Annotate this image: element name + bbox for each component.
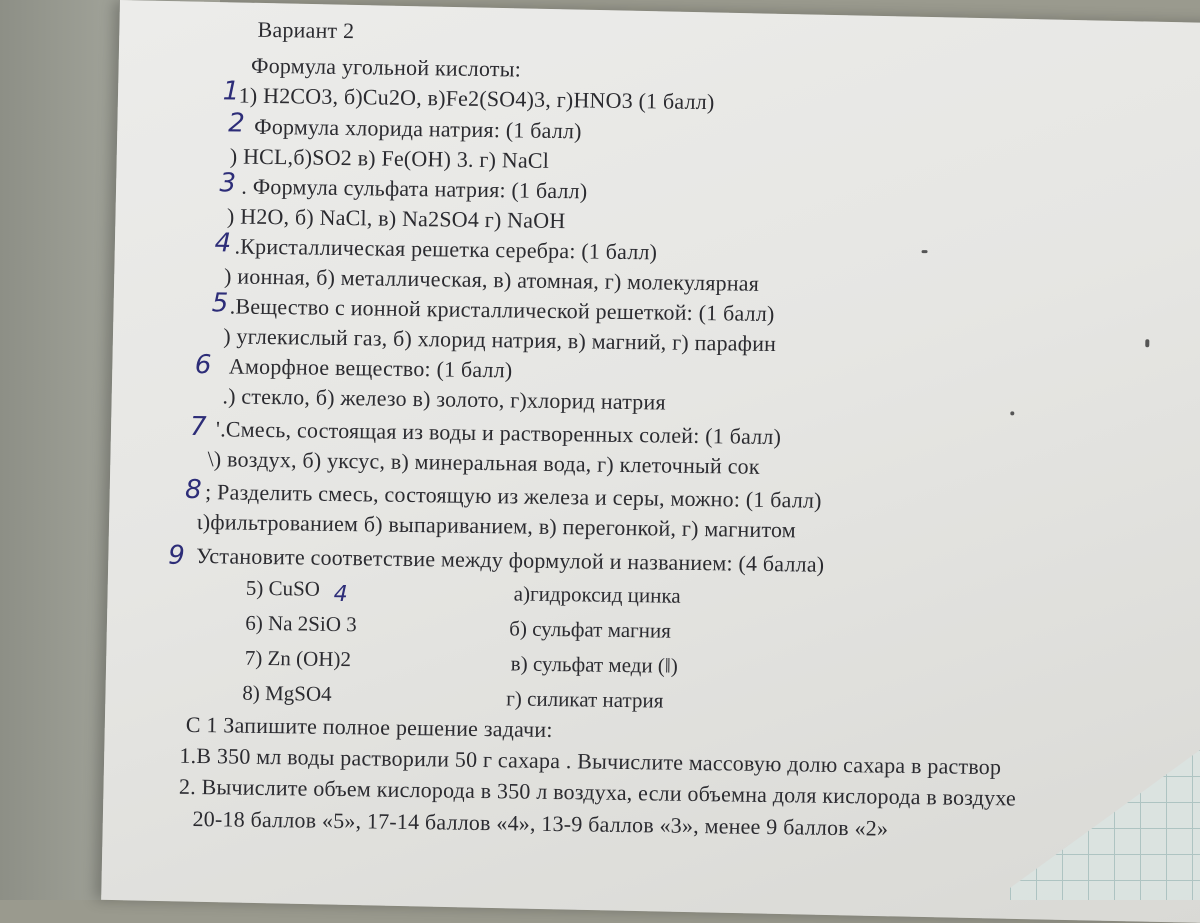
- match-formula-8: 8) MgSO4: [242, 680, 332, 706]
- match-formula-5: 5) CuSO: [245, 575, 321, 601]
- handwritten-number-5: 5: [211, 288, 229, 319]
- variant-title: Вариант 2: [257, 16, 355, 44]
- handwritten-subscript: 4: [333, 581, 348, 608]
- question-1-options: 1) H2CO3, б)Cu2O, в)Fe2(SO4)3, г)HNO3 (1 балл): [238, 82, 715, 115]
- match-name-b: б) сульфат магния: [509, 616, 672, 643]
- question-2-options: ) HCL,б)SO2 в) Fe(OH) 3. г) NaCl: [229, 143, 550, 173]
- question-3-prompt: . Формула сульфата натрия: (1 балл): [241, 173, 588, 204]
- question-3-options: ) H2O, б) NaCl, в) Na2SO4 г) NaOH: [226, 203, 566, 234]
- handwritten-number-7: 7: [189, 411, 207, 443]
- question-4-options: ) ионная, б) металлическая, в) атомная, г) молекулярная: [223, 263, 760, 296]
- question-2-prompt: Формула хлорида натрия: (1 балл): [254, 113, 582, 144]
- match-formula-6: 6) Na 2SiO 3: [245, 610, 357, 637]
- question-5-prompt: .Вещество с ионной кристаллической решеткой: (1 балл): [229, 293, 775, 327]
- handwritten-number-4: 4: [214, 228, 232, 259]
- question-6-options: .) стекло, б) железо в) золото, г)хлорид натрия: [222, 383, 666, 415]
- question-6-prompt: Аморфное вещество: (1 балл): [228, 353, 513, 383]
- handwritten-number-9: 9: [168, 540, 185, 571]
- match-name-c: в) сульфат меди (‖): [510, 651, 678, 678]
- ink-mark: [1145, 339, 1149, 347]
- part-c-task-1: 1.В 350 мл воды растворили 50 г сахара . Вычислите массовую долю сахара в раствор: [179, 742, 1002, 780]
- question-7-options: \) воздух, б) уксус, в) минеральная вода, г) клеточный сок: [207, 446, 760, 479]
- question-9-prompt: Установите соответствие между формулой и названием: (4 балла): [196, 543, 825, 577]
- match-formula-7: 7) Zn (OH)2: [244, 645, 352, 672]
- question-4-prompt: .Кристаллическая решетка серебра: (1 балл): [234, 233, 658, 265]
- question-1-prompt: Формула угольной кислоты:: [250, 52, 522, 82]
- handwritten-number-1: 1: [222, 76, 240, 107]
- question-5-options: ) углекислый газ, б) хлорид натрия, в) магний, г) парафин: [223, 323, 777, 357]
- handwritten-number-3: 3: [219, 168, 237, 199]
- ink-mark: [1010, 411, 1014, 415]
- handwritten-number-6: 6: [194, 349, 212, 381]
- part-c-heading: С 1 Запишите полное решение задачи:: [185, 711, 553, 742]
- question-8-prompt: ; Разделить смесь, состоящую из железа и серы, можно: (1 балл): [204, 479, 822, 513]
- question-8-options: ι)фильтрованием б) выпариванием, в) перегонкой, г) магнитом: [196, 509, 797, 543]
- question-7-prompt: '.Смесь, состоящая из воды и растворенных солей: (1 балл): [215, 416, 782, 450]
- handwritten-number-8: 8: [184, 474, 202, 506]
- match-name-a: а)гидроксид цинка: [513, 581, 681, 608]
- part-c-task-2: 2. Вычислите объем кислорода в 350 л воздуха, если объемна доля кислорода в воздухе: [178, 773, 1017, 811]
- match-name-d: г) силикат натрия: [506, 686, 664, 713]
- handwritten-number-2: 2: [228, 108, 246, 139]
- ink-mark: [922, 250, 928, 253]
- grading-scale: 20-18 баллов «5», 17-14 баллов «4», 13-9 баллов «3», менее 9 баллов «2»: [192, 805, 889, 841]
